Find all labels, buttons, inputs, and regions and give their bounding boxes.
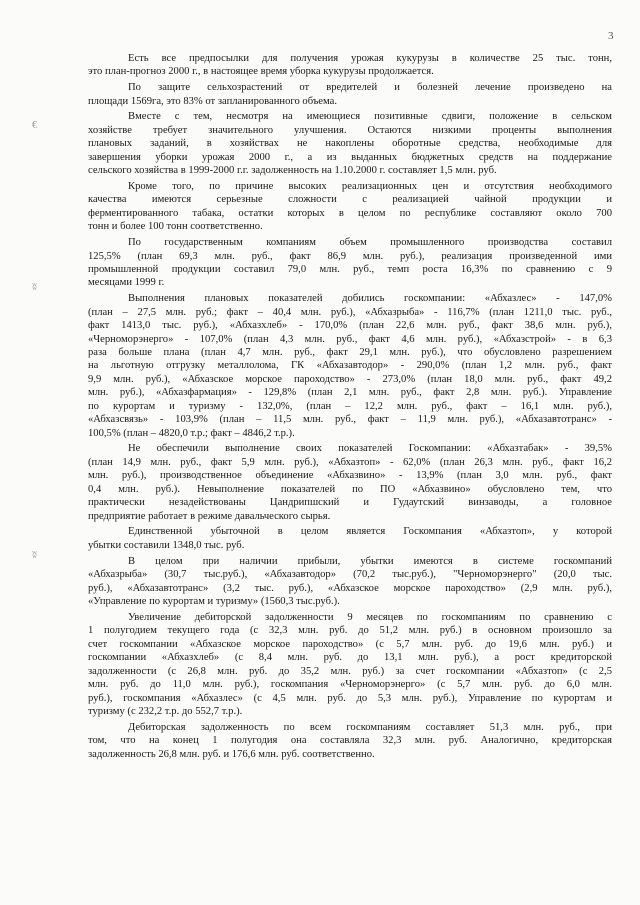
paragraph [88,525,612,552]
page-number: 3 [608,30,614,42]
text-line: убытки составили 1348,0 тыс. руб. [88,539,245,551]
document-body [88,52,612,763]
text-line: «Абхазсвязь» - 103,9% (план – 11,5 млн. руб., факт – 11,9 млн. руб.), «Абхазавтотранс» - [88,414,612,426]
text-line: задолженность 26,8 млн. руб. и 176,6 млн. руб. соответственно. [88,748,375,760]
text-line: (план 14,9 млн. руб., факт 5,9 млн. руб.), «Абхазтоп» - 62,0% (план 26,3 млн. руб., факт 16,2 [88,456,612,468]
paragraph [88,611,612,719]
paragraph [88,180,612,234]
text-line: том, что на конец 1 полугодия она составляла 32,3 млн. руб. Аналогично, кредиторская [88,735,612,747]
paragraph [88,721,612,761]
text-line: раза больше плана (план 4,7 млн. руб., факт 29,1 млн. руб.), что обусловлено разрешением [88,347,612,358]
paragraph [88,52,612,79]
text-line: Увеличение дебиторской задолженности 9 месяцев по госкомпаниям по сравнению с [128,611,612,623]
text-line: хозяйстве требует значительного улучшения. Остаются низкими проценты выполнения [88,124,612,136]
text-line: практически незадействованы Цандрипшский и Гудаутский винзаводы, а головное [88,497,612,509]
text-line: Выполнения плановых показателей добились госкомпании: «Абхазлес» - 147,0% [128,293,612,305]
text-line: задолженности (с 26,8 млн. руб. до 35,2 млн. руб.) за счет госкомпании «Абхазтоп» (с 2,5 [88,665,612,677]
text-line: 125,5% (план 69,3 млн. руб., факт 86,9 млн. руб.), реализация произведенной ими [88,250,612,262]
text-line: В целом при наличии прибыли, убытки имеются в системе госкомпаний [128,555,612,567]
text-line: 100,5% (план – 4820,0 т.р.; факт – 4846,2 т.р.). [88,427,295,439]
text-line: счет госкомпании «Абхазское морское пароходство» (с 5,7 млн. руб. до 19,6 млн. руб.) и [88,638,612,650]
text-line: «Черноморэнерго» - 107,0% (план 4,3 млн. руб., факт 4,6 млн. руб.), «Абхазстрой» - в 6,3 [88,333,612,345]
text-line: Вместе с тем, несмотря на имеющиеся позитивные сдвиги, положение в сельском [128,111,612,123]
text-line: промышленной продукции составил 79,0 млн. руб., темп роста 16,3% по сравнению с 9 [88,263,612,275]
text-line: предприятие работает в режиме давальческого сырья. [88,510,331,522]
text-line: на льготную отгрузку металлолома, ГК «Абхазавтодор» - 290,0% (план 1,2 млн. руб., факт [88,360,612,372]
text-line: Единственной убыточной в целом является Госкомпания «Абхазтоп», у которой [128,526,612,538]
text-line: Дебиторская задолженность по всем госкомпаниям составляет 51,3 млн. руб., при [128,721,612,733]
text-line: (план – 27,5 млн. руб.; факт – 40,4 млн. руб.), «Абхазрыба» - 116,7% (план 1211,0 тыс. руб., [88,306,612,318]
text-line: руб.), госкомпания «Абхазлес» (с 4,5 млн. руб. до 5,3 млн. руб.), Управление по курортам и [88,692,612,704]
paragraph [88,236,612,290]
text-line: это план-прогноз 2000 г., в настоящее время уборка кукурузы продолжается. [88,66,434,78]
text-line: Не обеспечили выполнение своих показателей Госкомпании: «Абхазтабак» - 39,5% [128,443,612,455]
paragraph [88,81,612,108]
text-line: руб.), «Абхазавтотранс» (3,2 тыс. руб.), «Абхазское морское пароходство» (2,9 млн. руб.), [88,582,612,594]
paragraph [88,292,612,440]
text-line: По государственным компаниям объем промышленного производства составил [128,237,612,249]
text-line: ферментированного табака, остатки которых в целом по республике составляют около 700 [88,207,612,219]
text-line: млн. руб.), производственное объединение «Абхазвино» - 13,9% (план 3,0 млн. руб., факт [88,470,612,482]
text-line: тонн и более 100 тонн соответственно. [88,221,263,233]
paragraph [88,442,612,523]
text-line: «Абхазрыба» (30,7 тыс.руб.), «Абхазавтодор» (70,2 тыс.руб.), "Черноморэнерго" (20,0 тыс. [88,569,612,581]
text-line: 9,9 млн. руб.), «Абхазское морское пароходство» - 273,0% (план 18,0 млн. руб., факт 49,2 [88,373,612,385]
text-line: 1 полугодием текущего года (с 32,3 млн. руб. до 51,2 млн. руб.) в основном произошло за [88,625,612,637]
text-line: факт 1413,0 тыс. руб.), «Абхазхлеб» - 170,0% (план 22,6 млн. руб., факт 38,6 млн. руб.), [88,320,612,332]
margin-mark: € [32,120,37,131]
margin-mark: ʬ [32,550,38,561]
text-line: завершения уборки урожая 2000 г., а из выданных бюджетных средств на поддержание [88,151,612,163]
text-line: млн. руб.), «Абхазфармация» - 129,8% (план 2,1 млн. руб., факт 2,8 млн. руб.). Управление [88,387,612,399]
text-line: 0,4 млн. руб.). Невыполнение показателей по ПО «Абхазвино» обусловлено тем, что [88,483,612,495]
text-line: качества имеются серьезные сложности с реализацией чайной продукции и [88,194,612,206]
text-line: «Управление по курортам и туризму» (1560,3 тыс.руб.). [88,596,340,608]
text-line: площади 1569га, это 83% от запланированного объема. [88,95,337,107]
text-line: млн. руб. до 11,0 млн. руб.), госкомпания «Черноморэнерго» (с 5,7 млн. руб. до 6,0 млн. [88,679,612,691]
text-line: По защите сельхозрастений от вредителей и болезней лечение произведено на [128,82,612,94]
text-line: туризму (с 232,2 т.р. до 552,7 т.р.). [88,705,243,717]
text-line: месяцами 1999 г. [88,277,165,289]
text-line: по курортам и туризму - 132,0%, (план – 12,2 млн. руб., факт – 16,1 млн. руб.), [88,400,612,412]
text-line: плановых заданий, в хозяйствах не накоплены оборотные средства, необходимые для [88,138,612,150]
paragraph [88,110,612,177]
text-line: Есть все предпосылки для получения урожая кукурузы в количестве 25 тыс. тонн, [128,53,612,64]
paragraph [88,555,612,609]
text-line: госкомпании «Абхазхлеб» (с 8,4 млн. руб. до 13,1 млн. руб.), а рост кредиторской [88,652,612,664]
text-line: Кроме того, по причине высоких реализационных цен и отсутствия необходимого [128,180,612,192]
text-line: сельского хозяйства в 1999-2000 г.г. задолженность на 1.10.2000 г. составляет 1,5 млн. руб. [88,165,497,177]
margin-mark: ʬ [32,282,38,293]
